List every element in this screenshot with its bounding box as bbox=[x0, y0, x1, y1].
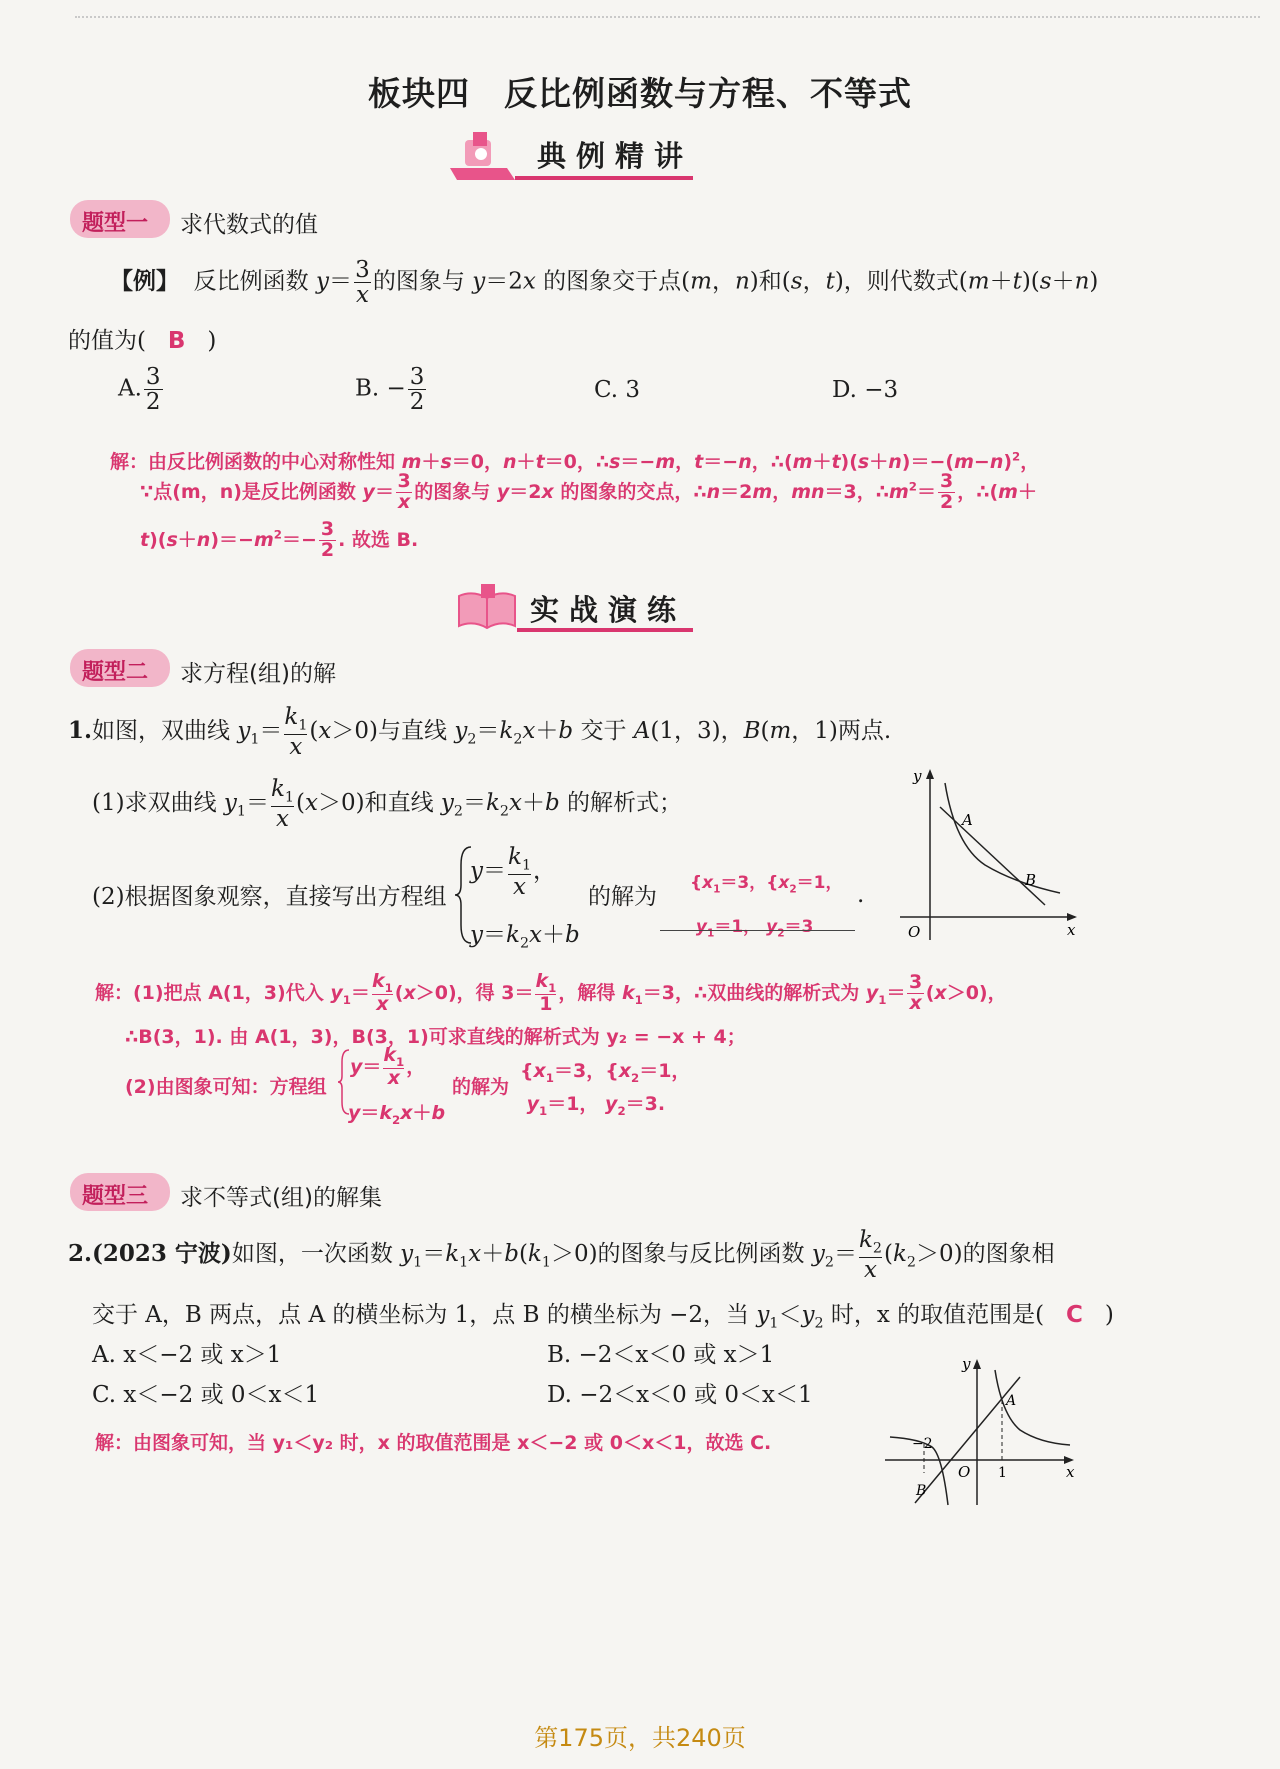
svg-text:B: B bbox=[1025, 871, 1037, 889]
q1-answer-underline bbox=[660, 930, 855, 931]
page-footer: 第175页，共240页 bbox=[534, 1724, 746, 1752]
q1-period: . bbox=[857, 882, 865, 908]
q2-graph bbox=[880, 1355, 1080, 1510]
example-text-c: 的图象交于点( bbox=[543, 268, 691, 295]
examples-banner bbox=[445, 130, 695, 176]
q1-solution-eq2: $y=k_2x+b$ bbox=[348, 1102, 446, 1127]
example-text-d: )和( bbox=[749, 268, 791, 295]
q1-part1: (1)求双曲线 $y_1=$ $\frac{k_1}{x}$ (x＞0)和直线 $y_2=k_2x+b$ 的解析式； bbox=[92, 776, 683, 832]
q1-system-eq2: $y=k_2x+b$ bbox=[470, 922, 580, 952]
svg-text:A: A bbox=[962, 811, 973, 829]
example-option-d: D. −3 bbox=[832, 377, 899, 403]
top-dotted-line bbox=[75, 16, 1260, 18]
q2-option-d: D. −2＜x＜0 或 0＜x＜1 bbox=[547, 1382, 813, 1408]
page-title: 板块四 反比例函数与方程、不等式 bbox=[368, 74, 912, 113]
svg-text:1: 1 bbox=[998, 1465, 1007, 1481]
svg-text:x: x bbox=[1066, 1463, 1075, 1481]
q1-solution-line3-text: (2)由图象可知：方程组 bbox=[125, 1076, 327, 1098]
example-solution-line2: ∵点(m，n)是反比例函数 y＝ $\frac{3}{x}$ 的图象与 y＝2x 的图象的交点，∴n＝2m，mn＝3，$\therefore m^2=$ $\frac{3}{2}$ ，∴(m＋ bbox=[140, 470, 1037, 513]
q1-system-eq1: y＝ $\frac{k_1}{x}$ ， bbox=[470, 844, 557, 900]
svg-text:O: O bbox=[958, 1463, 971, 1481]
q1-part2-answer: {$x_1=3$，{$x_2=1$， $y_1=1$， $y_2=3$ bbox=[690, 873, 843, 940]
svg-text:x: x bbox=[1067, 921, 1076, 939]
q1-solution-line1: 解：(1)把点 A(1，3)代入 $y_1=$ $\frac{k_1}{x}$ (x＞0)，得 3＝ $\frac{k_1}{1}$ ，解得 $k_1=3$，∴双曲线的解析式为 $y_1=$ $\frac{3}{x}$ (x＞0)， bbox=[95, 970, 1007, 1016]
q2-option-c: C. x＜−2 或 0＜x＜1 bbox=[92, 1382, 320, 1408]
practice-banner bbox=[455, 582, 695, 628]
examples-banner-text: 典例精讲 bbox=[537, 139, 694, 173]
q1-solution-line2: ∴B(3，1). 由 A(1，3)，B(3，1)可求直线的解析式为 y₂ = −x + 4； bbox=[125, 1026, 746, 1048]
svg-text:B: B bbox=[916, 1483, 927, 1499]
type3-title: 求不等式(组)的解集 bbox=[180, 1185, 382, 1211]
q1-solution-answer-label: 的解为 bbox=[452, 1076, 510, 1098]
q1-graph bbox=[895, 765, 1080, 945]
example-text-e: )，则代数式( bbox=[834, 268, 968, 295]
type3-tag: 题型三 bbox=[70, 1173, 170, 1211]
example-option-b: B. − $\frac{3}{2}$ bbox=[355, 364, 425, 416]
binoculars-icon bbox=[445, 130, 520, 186]
q2-solution: 解：由图象可知，当 y₁＜y₂ 时，x 的取值范围是 x＜−2 或 0＜x＜1，故选 C. bbox=[95, 1432, 772, 1454]
type2-tag: 题型二 bbox=[70, 649, 170, 687]
example-answer: B bbox=[167, 328, 186, 354]
example-option-a: A. $\frac{3}{2}$ bbox=[118, 364, 161, 416]
svg-text:A: A bbox=[1006, 1393, 1017, 1409]
q2-line2: 交于 A，B 两点，点 A 的横坐标为 1，点 B 的横坐标为 −2，当 $y_1<y_2$ 时，x 的取值范围是( C ) bbox=[92, 1302, 1114, 1332]
example-solution-line3: $t)(s+n)=-m^2=-$ $\frac{3}{2}$ . 故选 B. bbox=[140, 518, 419, 561]
examples-banner-underline bbox=[515, 176, 693, 180]
svg-text:−2: −2 bbox=[912, 1436, 933, 1452]
q2-answer: C bbox=[1066, 1302, 1083, 1328]
example-option-c: C. 3 bbox=[594, 377, 641, 403]
q1-solution-answer: {$x_1=3$，{$x_2=1$， $y_1=1$， $y_2=3$. bbox=[520, 1060, 691, 1118]
example-text-b: 的图象与 bbox=[372, 268, 465, 295]
type2-title: 求方程(组)的解 bbox=[180, 661, 336, 687]
example-text-a: 反比例函数 bbox=[193, 268, 309, 295]
q1-solution-eq1: y＝ $\frac{k_1}{x}$ ， bbox=[350, 1044, 426, 1090]
q2-stem: 2.(2023 宁波)如图，一次函数 $y_1=k_1x+b(k_1>0)$的图象与反比例函数 $y_2=$ $\frac{k_2}{x}$ $(k_2>0)$的图象相 bbox=[68, 1227, 1055, 1283]
q1-stem: 1.如图，双曲线 $y_1=$ $\frac{k_1}{x}$ (x＞0)与直线 $y_2=k_2x+b$ 交于 A(1，3)，B(m，1)两点. bbox=[68, 704, 892, 760]
example-label: 【例】 bbox=[110, 267, 179, 295]
type1-tag: 题型一 bbox=[70, 200, 170, 238]
example-solution-line1: 解：由反比例函数的中心对称性知 m＋s＝0，n＋t＝0，∴s＝−m，t＝−n，$\therefore(m+t)(s+n)=-(m-n)^2$， bbox=[110, 449, 1040, 473]
example-line2: 的值为( B ) bbox=[68, 328, 217, 354]
q1-part2-answer-label: 的解为 bbox=[588, 884, 657, 910]
q2-option-a: A. x＜−2 或 x＞1 bbox=[92, 1342, 282, 1368]
open-book-icon bbox=[455, 582, 520, 634]
type1-title: 求代数式的值 bbox=[180, 212, 318, 238]
q2-option-b: B. −2＜x＜0 或 x＞1 bbox=[547, 1342, 775, 1368]
svg-text:O: O bbox=[908, 923, 921, 941]
practice-banner-text: 实战演练 bbox=[530, 593, 687, 627]
svg-text:y: y bbox=[913, 767, 922, 785]
example-line1: 【例】 反比例函数 y＝ $\frac{3}{x}$ 的图象与 y＝2x 的图象交于点(m，n)和(s，t)，则代数式(m＋t)(s＋n) bbox=[110, 257, 1099, 309]
q1-part2-text: (2)根据图象观察，直接写出方程组 bbox=[92, 884, 447, 910]
svg-text:y: y bbox=[962, 1355, 971, 1373]
practice-banner-underline bbox=[517, 628, 693, 632]
